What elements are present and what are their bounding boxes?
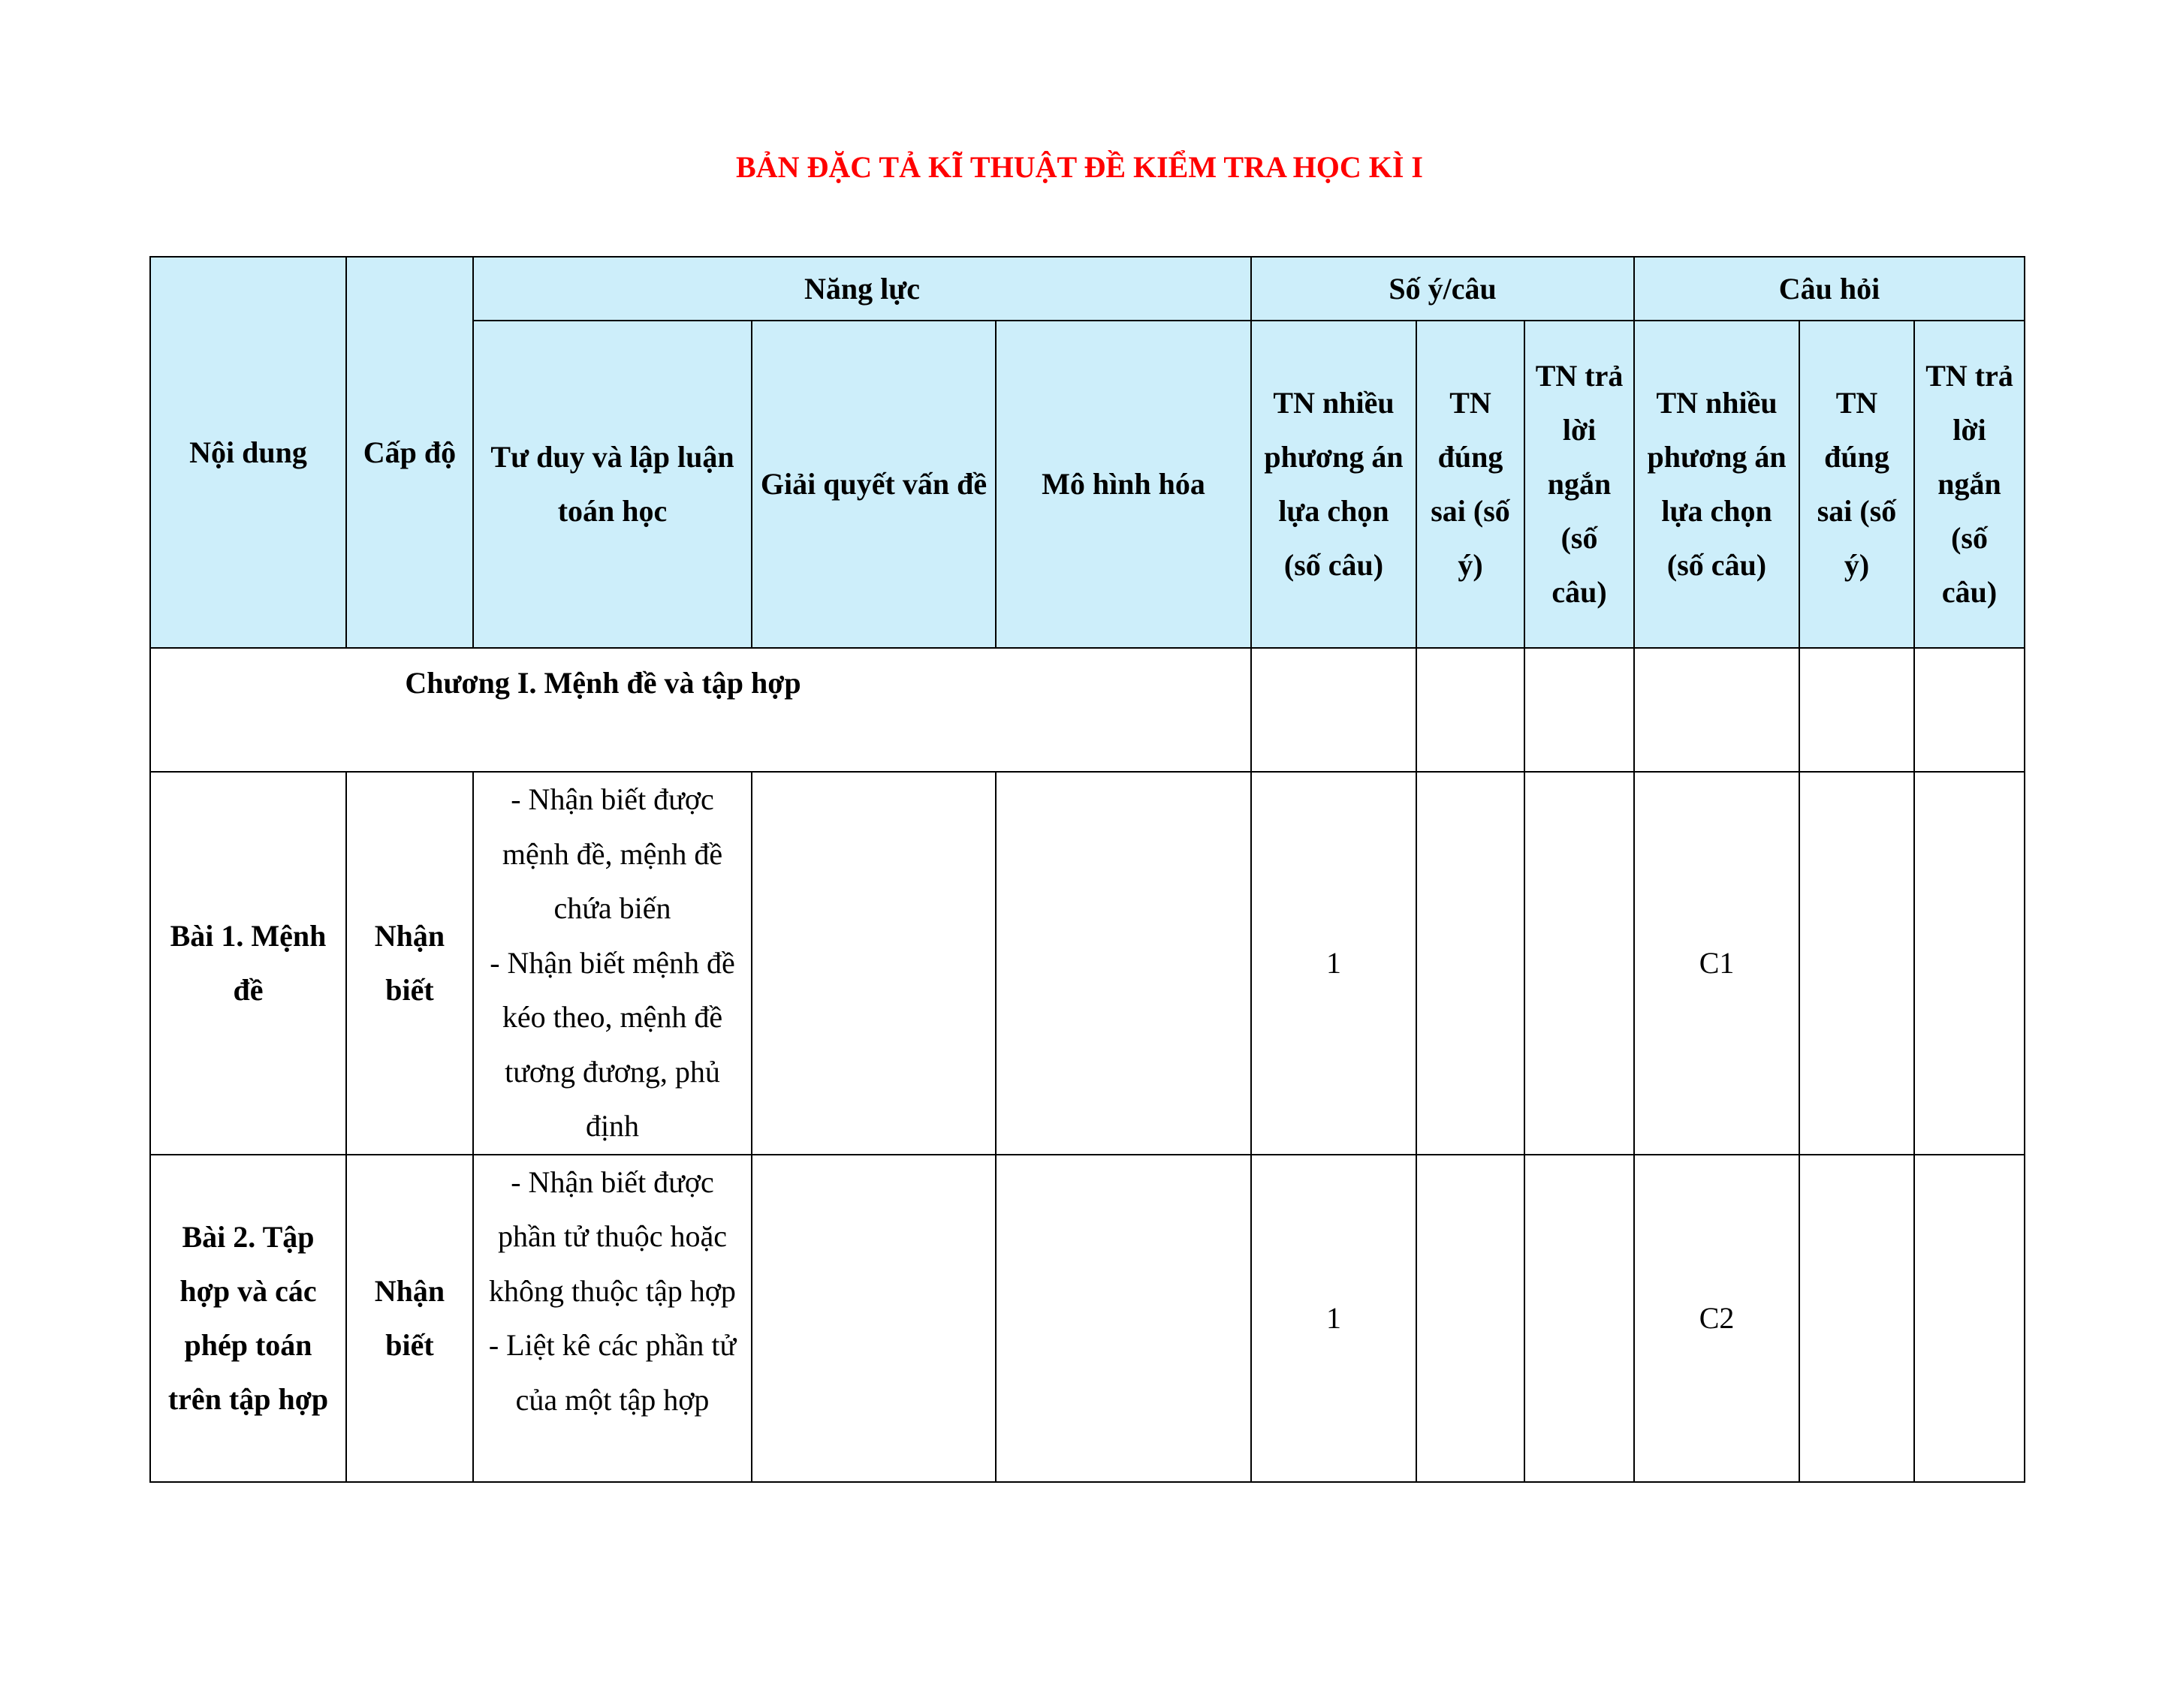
- so-tn-ngan-value: [1524, 772, 1634, 1155]
- cau-tn-ngan-value: [1914, 772, 2025, 1155]
- description-line: - Nhận biết mệnh đề kéo theo, mệnh đề tương đương, phủ định: [490, 945, 735, 1143]
- header-tu-duy: Tư duy và lập luận toán học: [473, 321, 752, 648]
- chapter-row: [150, 648, 2025, 772]
- so-tn-dung-sai-value: [1416, 1155, 1524, 1482]
- header-row-1: [150, 257, 2025, 321]
- header-cap-do: Cấp độ: [346, 257, 473, 648]
- header-so-tn-dung-sai: TN đúng sai (số ý): [1416, 321, 1524, 648]
- table-row: [150, 1155, 2025, 1482]
- description-line: - Nhận biết được mệnh đề, mệnh đề chứa biến: [502, 782, 723, 925]
- cau-tn-ngan-value: [1914, 1155, 2025, 1482]
- table-cell: [1634, 648, 1799, 772]
- header-nang-luc: Năng lực: [473, 257, 1251, 321]
- header-cau-tn-dung-sai: TN đúng sai (số ý): [1799, 321, 1914, 648]
- header-cau-tn-ngan: TN trả lời ngắn (số câu): [1914, 321, 2025, 648]
- mo-hinh-cell: [996, 1155, 1251, 1482]
- table-cell: [1524, 648, 1634, 772]
- table-cell: [1416, 648, 1524, 772]
- header-so-tn-nhieu: TN nhiều phương án lựa chọn (số câu): [1251, 321, 1416, 648]
- header-giai-quyet: Giải quyết vấn đề: [752, 321, 996, 648]
- table-row: [150, 772, 2025, 1155]
- header-so-y-cau: Số ý/câu: [1251, 257, 1634, 321]
- lesson-name: Bài 2. Tập hợp và các phép toán trên tập hợp: [150, 1155, 346, 1482]
- so-tn-ngan-value: [1524, 1155, 1634, 1482]
- level: Nhận biết: [346, 772, 473, 1155]
- document-title: BẢN ĐẶC TẢ KĨ THUẬT ĐỀ KIỂM TRA HỌC KÌ I: [736, 150, 1423, 184]
- table-cell: [1799, 648, 1914, 772]
- mo-hinh-cell: [996, 772, 1251, 1155]
- cau-tn-dung-sai-value: [1799, 1155, 1914, 1482]
- tu-duy-description: [473, 1155, 752, 1482]
- header-cau-hoi: Câu hỏi: [1634, 257, 2025, 321]
- cau-tn-nhieu-value: C2: [1634, 1155, 1799, 1482]
- table-cell: [1914, 648, 2025, 772]
- lesson-name: Bài 1. Mệnh đề: [150, 772, 346, 1155]
- level: Nhận biết: [346, 1155, 473, 1482]
- so-tn-nhieu-value: 1: [1251, 772, 1416, 1155]
- header-cau-tn-nhieu: TN nhiều phương án lựa chọn (số câu): [1634, 321, 1799, 648]
- giai-quyet-cell: [752, 772, 996, 1155]
- cau-tn-nhieu-value: C1: [1634, 772, 1799, 1155]
- tu-duy-description: [473, 772, 752, 1155]
- so-tn-nhieu-value: 1: [1251, 1155, 1416, 1482]
- cau-tn-dung-sai-value: [1799, 772, 1914, 1155]
- description-line: - Liệt kê các phần tử của một tập hợp: [488, 1328, 737, 1417]
- header-mo-hinh: Mô hình hóa: [996, 321, 1251, 648]
- header-so-tn-ngan: TN trả lời ngắn (số câu): [1524, 321, 1634, 648]
- table-cell: [1251, 648, 1416, 772]
- specification-table: [149, 256, 2025, 1483]
- description-line: - Nhận biết được phần tử thuộc hoặc không thuộc tập hợp: [489, 1164, 736, 1308]
- chapter-title: Chương I. Mệnh đề và tập hợp: [150, 648, 1251, 772]
- giai-quyet-cell: [752, 1155, 996, 1482]
- header-noi-dung: Nội dung: [150, 257, 346, 648]
- so-tn-dung-sai-value: [1416, 772, 1524, 1155]
